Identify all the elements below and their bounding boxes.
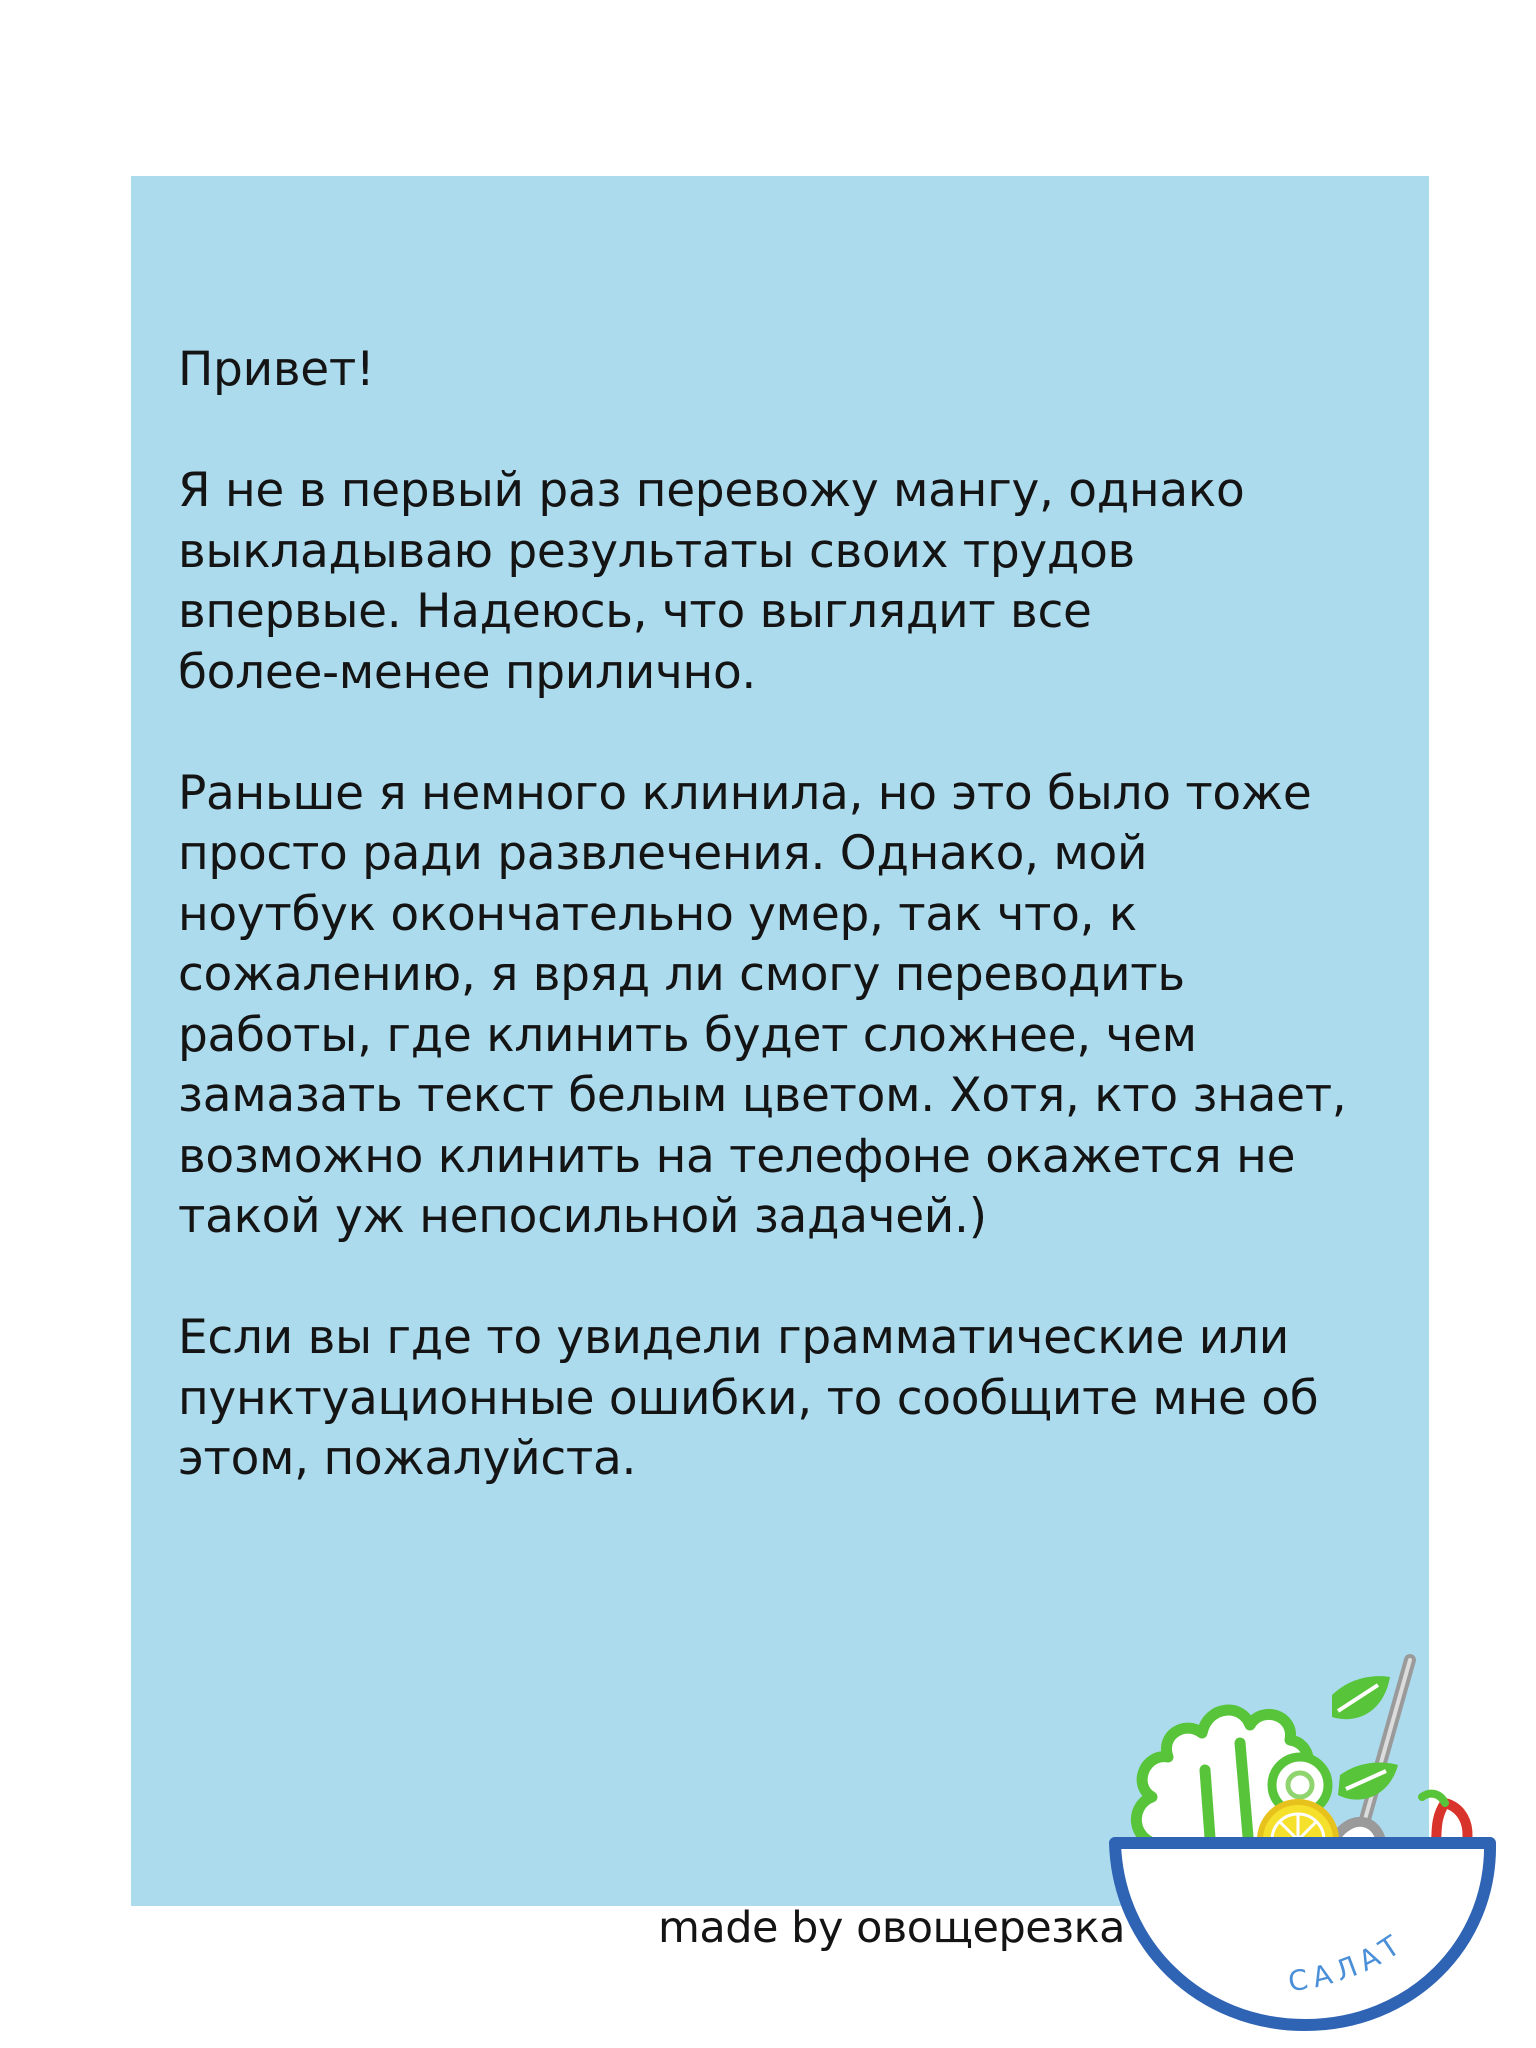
- bowl-label: САЛАТ: [1286, 1925, 1411, 1999]
- greeting: Привет!: [178, 342, 375, 397]
- credit-text: made by овощерезка: [658, 1903, 1125, 1953]
- bowl-icon: [1115, 1843, 1490, 2025]
- salad-bowl-icon: [1100, 1625, 1536, 2048]
- paragraph-1: Я не в первый раз перевожу мангу, однако выкладываю результаты своих трудов впервые. Надеюсь, что выглядит все более-менее прилично.: [178, 463, 1245, 700]
- paragraph-2: Раньше я немного клинила, но это было тоже просто ради развлечения. Однако, мой ноутбук окончательно умер, так что, к сожалению, я вряд ли смогу переводить работы, где клинить будет сложнее, чем замазать текст белым цветом. Хотя, кто знает, возможно клинить на телефоне окажется не такой уж непосильной задачей.): [178, 765, 1347, 1244]
- paragraph-3: Если вы где то увидели грамматические или пунктуационные ошибки, то сообщите мне об этом, пожалуйста.: [178, 1310, 1319, 1486]
- letter-text: [178, 340, 1408, 1490]
